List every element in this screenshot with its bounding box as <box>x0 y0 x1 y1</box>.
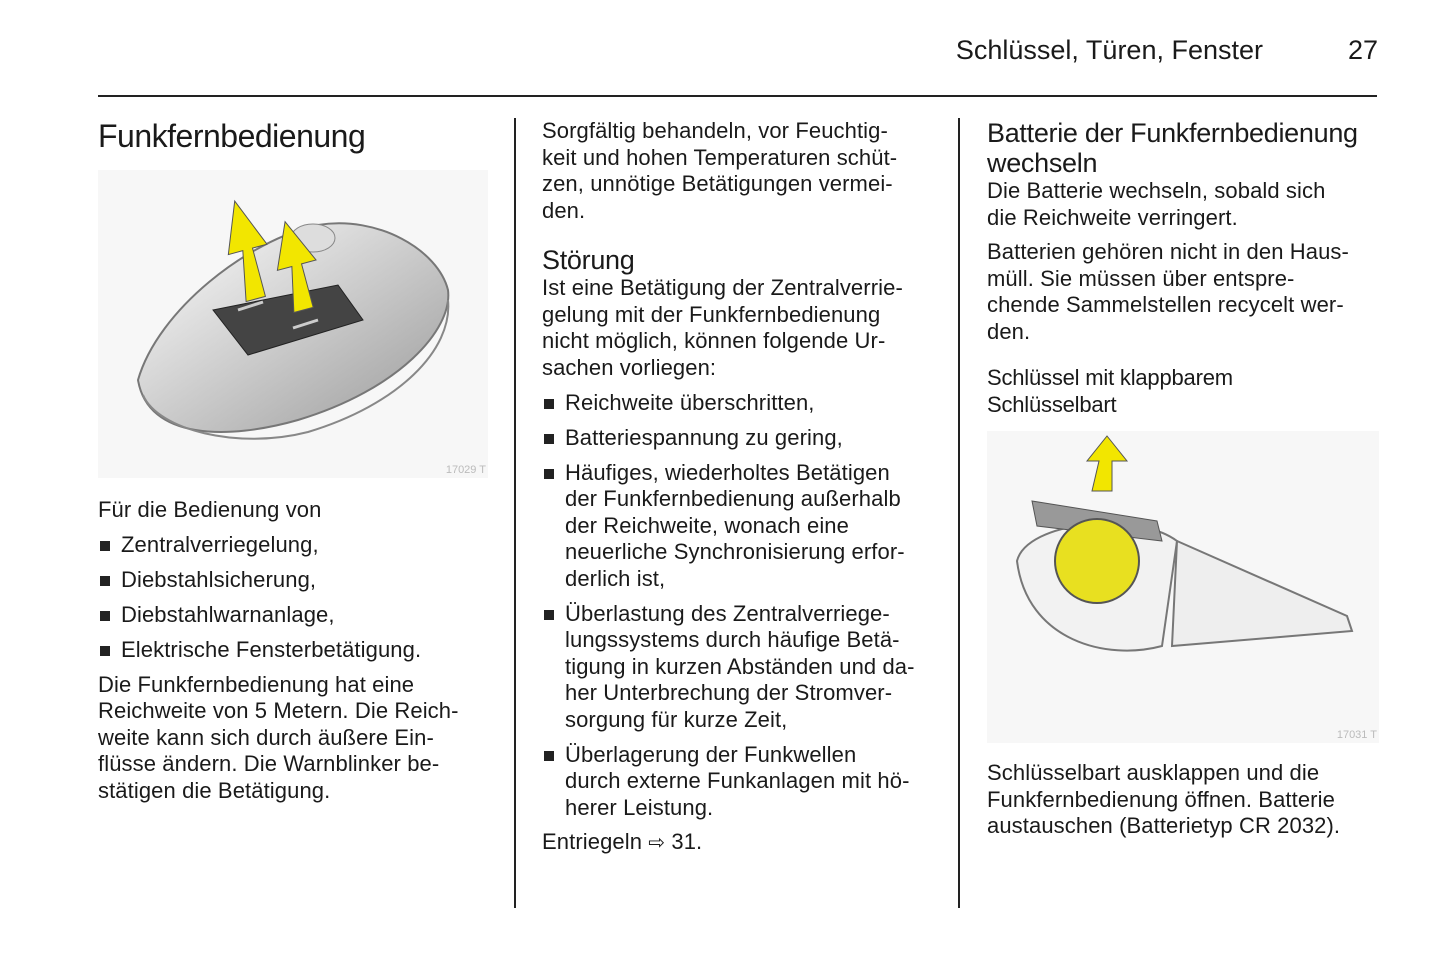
bullet-square-icon <box>544 610 554 620</box>
text-line: der Reichweite, wonach eine <box>565 512 849 538</box>
header-rule <box>98 95 1377 97</box>
text-line: müll. Sie müssen über entspre- <box>987 265 1295 291</box>
text-line: zen, unnötige Betätigungen vermei- <box>542 171 893 196</box>
cross-reference[interactable] <box>542 829 934 857</box>
column-right <box>987 118 1379 840</box>
text-line: Überlastung des Zentralverriege- <box>565 600 890 626</box>
bullet-item <box>542 742 934 822</box>
text-line: Störung <box>542 245 635 275</box>
text-line: sachen vorliegen: <box>542 354 717 380</box>
column-divider <box>958 118 960 908</box>
text-line: Zentralverriegelung, <box>121 532 319 557</box>
text-line: den. <box>542 197 586 223</box>
text-line: Diebstahlwarnanlage, <box>121 602 335 627</box>
column-left <box>98 116 488 804</box>
text-line: Batterien gehören nicht in den Haus- <box>987 239 1349 264</box>
text-line: Batterie der Funkfernbedienung <box>987 118 1358 148</box>
bullet-square-icon <box>544 469 554 479</box>
text-line: Ist eine Betätigung der Zentralverrie- <box>542 275 903 300</box>
key-battery-illustration <box>987 431 1377 743</box>
text-line: Batteriespannung zu gering, <box>565 424 843 450</box>
bullet-square-icon <box>544 399 554 409</box>
bullet-item <box>542 601 934 734</box>
text-line: neuerliche Synchronisierung erfor- <box>565 539 905 564</box>
text-line: lungssystems durch häufige Betä- <box>565 627 900 652</box>
subsection-heading <box>542 245 934 275</box>
paragraph <box>542 118 934 224</box>
bullet-square-icon <box>544 434 554 444</box>
bullet-square-icon <box>100 576 110 586</box>
bullet-item <box>98 637 488 664</box>
key-fob-buttons-illustration <box>98 170 486 478</box>
text-line: tigung in kurzen Abständen und da- <box>565 653 915 679</box>
text-line: nicht möglich, können folgende Ur- <box>542 328 886 353</box>
text-line: Diebstahlsicherung, <box>121 567 317 592</box>
text-line: herer Leistung. <box>565 794 714 820</box>
text-line: Schlüssel mit klappbarem <box>987 365 1233 390</box>
paragraph <box>98 497 488 524</box>
text-line: Sorgfältig behandeln, vor Feuchtig- <box>542 118 888 143</box>
bullet-item <box>98 602 488 629</box>
bullet-square-icon <box>100 541 110 551</box>
page-reference-arrow-icon: ⇨ <box>648 832 666 854</box>
page-number: 27 <box>1347 35 1378 65</box>
text-line: Elektrische Fensterbetätigung. <box>121 637 422 662</box>
paragraph <box>987 760 1379 840</box>
xref-page[interactable]: 31. <box>671 829 703 854</box>
figure-number: 17029 T <box>445 464 486 476</box>
column-middle <box>542 118 934 857</box>
text-line: den. <box>987 318 1031 344</box>
paragraph <box>987 239 1379 345</box>
figure-number: 17031 T <box>1336 729 1377 741</box>
text-line: weite kann sich durch äußere Ein- <box>98 724 434 750</box>
paragraph <box>542 275 934 381</box>
paragraph <box>987 178 1379 231</box>
text-line: stätigen die Betätigung. <box>98 777 331 803</box>
text-line: Für die Bedienung von <box>98 497 322 522</box>
text-line: austauschen (Batterietyp CR 2032). <box>987 813 1341 838</box>
section-heading <box>98 116 488 156</box>
subsection-heading <box>987 118 1379 178</box>
text-line: Funkfernbedienung öffnen. Batterie <box>987 786 1335 812</box>
column-divider <box>514 118 516 908</box>
bullet-item <box>542 425 934 452</box>
text-line: her Unterbrechung der Stromver- <box>565 680 893 705</box>
figure <box>98 170 488 478</box>
text-line: keit und hohen Temperaturen schüt- <box>542 144 898 170</box>
text-line: Die Funkfernbedienung hat eine <box>98 671 415 697</box>
bullet-item <box>98 532 488 559</box>
xref-text: Entriegeln <box>542 829 643 854</box>
text-line: derlich ist, <box>565 565 666 591</box>
bullet-item <box>542 390 934 417</box>
text-line: wechseln <box>987 148 1098 178</box>
text-line: Schlüsselbart ausklappen und die <box>987 760 1320 785</box>
running-header-title: Schlüssel, Türen, Fenster <box>955 35 1263 65</box>
text-line: Überlagerung der Funkwellen <box>565 741 857 767</box>
bullet-square-icon <box>100 611 110 621</box>
bullet-item <box>98 567 488 594</box>
text-line: Reichweite von 5 Metern. Die Reich- <box>98 698 459 723</box>
text-line: die Reichweite verringert. <box>987 204 1238 230</box>
paragraph <box>98 672 488 805</box>
text-line: Funkfernbedienung <box>98 118 366 154</box>
text-line: chende Sammelstellen recycelt wer- <box>987 292 1344 317</box>
figure <box>987 431 1379 743</box>
bullet-square-icon <box>544 751 554 761</box>
text-line: gelung mit der Funkfernbedienung <box>542 301 881 327</box>
text-line: der Funkfernbedienung außerhalb <box>565 486 901 511</box>
bullet-item <box>542 460 934 593</box>
text-line: Häufiges, wiederholtes Betätigen <box>565 459 890 485</box>
text-line: Die Batterie wechseln, sobald sich <box>987 178 1326 203</box>
text-line: durch externe Funkanlagen mit hö- <box>565 768 910 793</box>
text-line: Reichweite überschritten, <box>565 389 815 415</box>
text-line: Schlüsselbart <box>987 391 1117 417</box>
text-line: sorgung für kurze Zeit, <box>565 706 788 732</box>
minor-heading <box>987 365 1379 418</box>
text-line: flüsse ändern. Die Warnblinker be- <box>98 751 440 776</box>
bullet-square-icon <box>100 646 110 656</box>
